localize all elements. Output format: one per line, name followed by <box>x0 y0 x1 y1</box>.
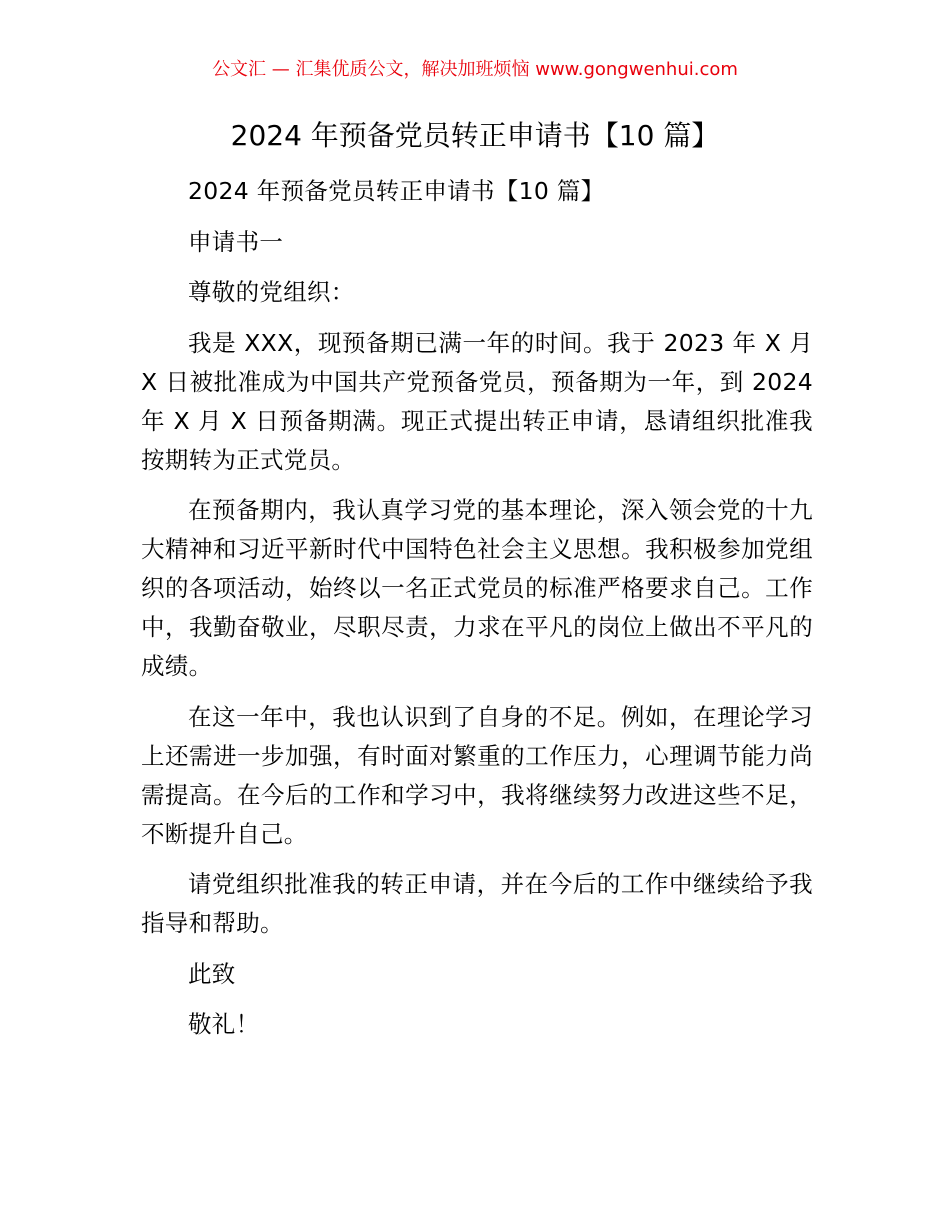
section-heading: 申请书一 <box>188 227 284 256</box>
subtitle-paragraph: 2024 年预备党员转正申请书【10 篇】 <box>188 177 605 205</box>
body-paragraph: 在这一年中，我也认识到了自身的不足。例如，在理论学习上还需进一步加强，有时面对繁重的工作压力，心理调节能力尚需提高。在今后的工作和学习中，我将继续努力改进这些不足，不断提升自己。 <box>141 702 813 848</box>
body-paragraph: 在预备期内，我认真学习党的基本理论，深入领会党的十九大精神和习近平新时代中国特色社会主义思想。我积极参加党组织的各项活动，始终以一名正式党员的标准严格要求自己。工作中，我勤奋敬业，尽职尽责，力求在平凡的岗位上做出不平凡的成绩。 <box>141 496 813 680</box>
site-header-banner: 公文汇 — 汇集优质公文，解决加班烦恼 www.gongwenhui.com <box>212 59 738 80</box>
closing-line: 此致 <box>188 959 236 988</box>
document-body <box>141 172 813 1056</box>
document-title: 2024 年预备党员转正申请书【10 篇】 <box>230 119 720 152</box>
body-paragraph: 我是 XXX，现预备期已满一年的时间。我于 2023 年 X 月 X 日被批准成为中国共产党预备党员，预备期为一年，到 2024 年 X 月 X 日预备期满。现正式提出转正申请，恳请组织批准我按期转为正式党员。 <box>141 328 813 474</box>
salutation: 尊敬的党组织： <box>188 278 355 306</box>
body-paragraph: 请党组织批准我的转正申请，并在今后的工作中继续给予我指导和帮助。 <box>141 870 813 937</box>
closing-salute: 敬礼！ <box>188 1010 260 1038</box>
